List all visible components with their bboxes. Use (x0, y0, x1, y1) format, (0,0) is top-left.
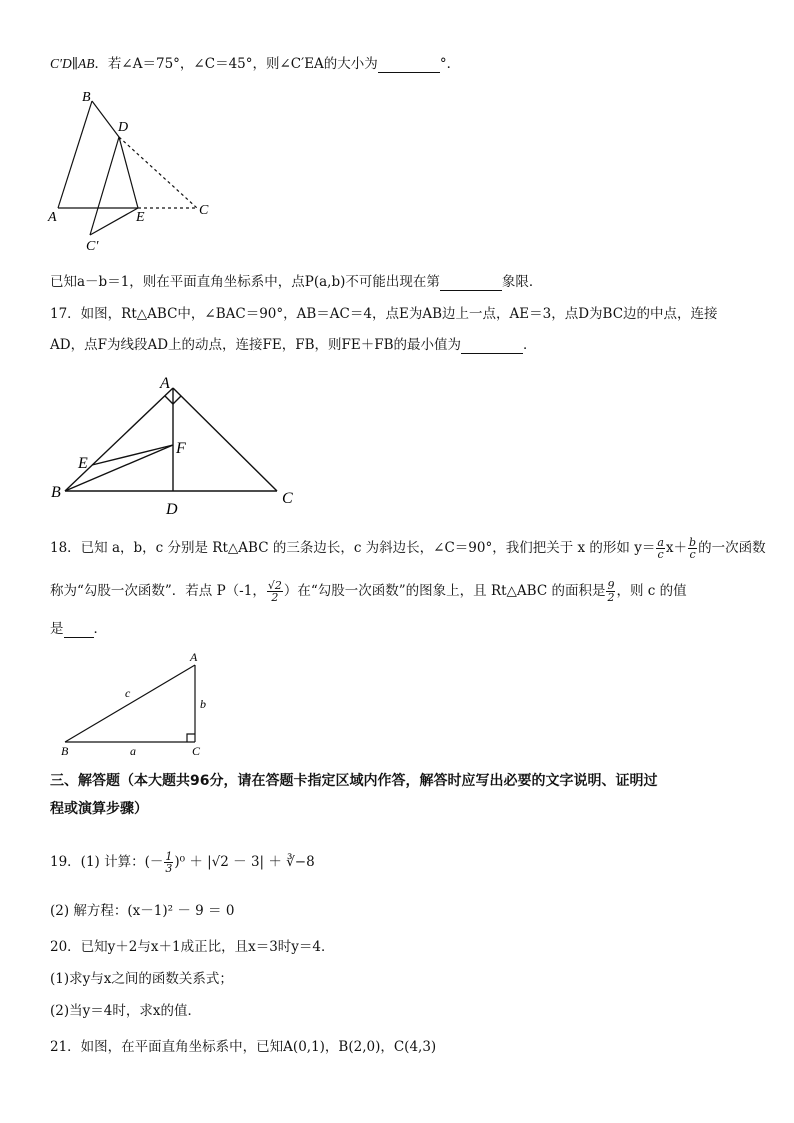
figure-q17 (45, 370, 315, 520)
label-B: B (82, 90, 91, 105)
q18-line1 (50, 535, 766, 561)
q18-line2-b: ）在“勾股一次函数”的图象上，且 Rt△ABC 的面积是 (283, 583, 606, 599)
q18-frac4-num: 9 (607, 579, 615, 592)
q19-frac-den: 3 (165, 862, 173, 875)
q19-frac-num: 1 (165, 850, 173, 863)
label-D17: D (166, 501, 178, 518)
q20-line1: 20．已知y＋2与x＋1成正比，且x＝3时y＝4． (50, 939, 335, 955)
q18-line2-c: ，则 c 的值 (616, 583, 687, 599)
label-E: E (136, 210, 145, 225)
seg-DC-dashed (119, 137, 197, 208)
section3-heading-line2: 程或演算步骤） (50, 801, 148, 817)
q17-line2-b: ． (523, 337, 537, 353)
q16-text-b: 象限． (501, 274, 543, 290)
figure-q18 (55, 645, 225, 760)
label-b18: b (200, 697, 206, 711)
q18-frac2-num: b (689, 536, 697, 549)
q18-line3-b: ． (93, 621, 107, 637)
label-A: A (48, 210, 57, 225)
label-C18: C (192, 744, 201, 758)
q20-line2: (1)求y与x之间的函数关系式； (50, 971, 233, 987)
seg-AB18 (65, 665, 195, 742)
q16-text-a: 已知a－b＝1，则在平面直角坐标系中，点P(a,b)不可能出现在第 (50, 274, 440, 290)
right-angle-C18 (187, 734, 195, 742)
q16-answer-blank[interactable] (440, 276, 502, 291)
seg-DCprime (90, 137, 119, 235)
seg-AB (58, 101, 92, 208)
q18-line3-a: 是 (50, 621, 64, 637)
q15-text (50, 55, 460, 73)
q18-frac3-den: 2 (271, 591, 279, 604)
figure-q15 (40, 85, 230, 260)
q18-frac1-den: c (657, 548, 664, 561)
label-D: D (118, 120, 129, 135)
label-B18: B (61, 744, 69, 758)
q20-line3: (2)当y＝4时，求x的值． (50, 1003, 201, 1019)
label-B17: B (51, 484, 61, 501)
q18-line1-b: x＋ (665, 540, 688, 556)
q18-line2-a: 称为“勾股一次函数”．若点 P（-1， (50, 583, 266, 599)
q21-line1: 21．如图，在平面直角坐标系中，已知A(0,1)，B(2,0)，C(4,3) (50, 1039, 437, 1055)
q15-answer-blank[interactable] (378, 58, 440, 73)
label-F17: F (176, 440, 186, 457)
q17-line1: 17．如图，Rt△ABC中，∠BAC＝90°，AB＝AC＝4，点E为AB边上一点，AE＝3，点D为BC边的中点，连接 (50, 306, 718, 322)
q19-expr-b: )⁰ ＋ |√2 － 3| ＋ ∛−8 (174, 854, 315, 870)
q18-frac2-den: c (689, 548, 696, 561)
q18-line2 (50, 576, 687, 606)
q18-line1-c: 的一次函数 (698, 540, 766, 556)
q18-frac-sqrt2-over-2 (267, 580, 283, 603)
q17-answer-blank[interactable] (461, 339, 523, 354)
q18-answer-blank[interactable] (64, 623, 94, 638)
q15-text-c: °． (439, 56, 461, 72)
q18-frac-9-over-2 (606, 580, 615, 603)
seg-BD (92, 101, 119, 137)
label-A18: A (190, 650, 198, 664)
q18-line1-a: 18．已知 a，b，c 分别是 Rt△ABC 的三条边长，c 为斜边长，∠C＝90°，我们把关于 x 的形如 y＝ (50, 540, 656, 556)
q18-frac-b-over-c (688, 537, 697, 560)
q16-text (50, 273, 542, 291)
section3-heading-line1: 三、解答题（本大题共96分，请在答题卡指定区域内作答，解答时应写出必要的文字说明、证明过 (50, 773, 658, 789)
label-C17: C (282, 490, 293, 507)
q18-frac4-den: 2 (607, 591, 615, 604)
q18-frac3-num: √2 (267, 579, 282, 592)
label-a18: a (130, 744, 136, 758)
q19-frac-1-over-3 (164, 851, 173, 874)
q17-line2 (50, 336, 537, 354)
q17-line2-a: AD，点F为线段AD上的动点，连接FE，FB，则FE＋FB的最小值为 (50, 337, 462, 353)
q18-line3 (50, 620, 107, 638)
q19-part2: (2) 解方程：(x－1)² － 9 ＝ 0 (50, 903, 235, 919)
q19-part1 (50, 848, 315, 876)
label-A17: A (160, 375, 170, 392)
q18-frac-a-over-c (656, 537, 665, 560)
q19-part1-label: 19．(1) 计算： (50, 854, 145, 870)
seg-DE (119, 137, 138, 208)
label-Cprime: C′ (86, 239, 99, 254)
q19-expr-a: (－ (144, 854, 164, 870)
label-E17: E (78, 455, 88, 472)
seg-AC17 (173, 388, 277, 491)
q15-text-b: ．若∠A＝75°，∠C＝45°，则∠C′EA的大小为 (94, 56, 378, 72)
q15-text-a: C′D∥AB (50, 56, 95, 71)
seg-AB17 (65, 388, 173, 491)
q18-frac1-num: a (657, 536, 664, 549)
label-c18: c (125, 686, 131, 700)
label-C: C (199, 203, 209, 218)
